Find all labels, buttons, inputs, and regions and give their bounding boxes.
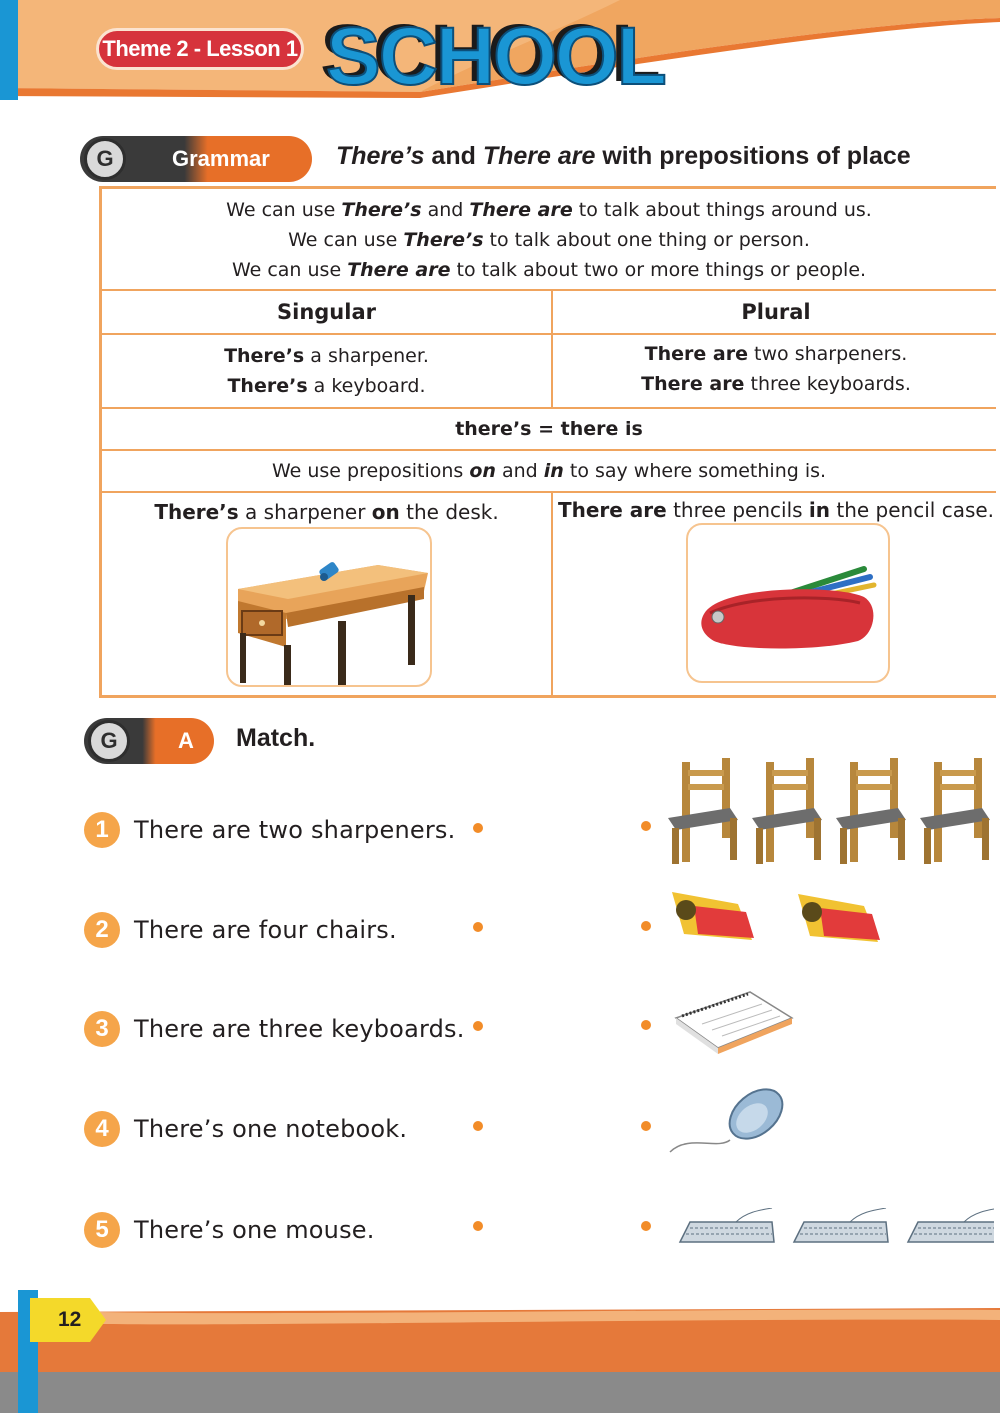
singular-example-2: There’s a keyboard. [227,375,426,397]
sharpener-icon [798,894,880,942]
exercise-letter: A [178,728,194,753]
exercise-instruction: Match. [236,724,316,752]
intro-line-3: We can use There are to talk about two or more things or people. [231,259,867,281]
singular-header: Singular [277,300,376,324]
match-dot-right-2[interactable] [641,921,651,931]
item-number: 4 [84,1111,120,1147]
item-number: 5 [84,1212,120,1248]
item-text: There’s one notebook. [134,1115,408,1143]
item-text: There’s one mouse. [134,1216,375,1244]
match-dot-left-1[interactable] [473,823,483,833]
exercise-a-pill [84,718,214,764]
example-on: There’s a sharpener on the desk. [154,500,499,524]
chair-icon [668,758,738,864]
gear-icon: G [84,138,126,180]
footer-band [0,1290,1000,1413]
page-title: SCHOOL [326,11,665,102]
grammar-box [99,186,996,698]
match-dot-right-4[interactable] [641,1121,651,1131]
item-number: 3 [84,1011,120,1047]
two-sharpeners-picture [668,882,888,962]
item-text: There are three keyboards. [134,1015,465,1043]
match-item-4 [84,1107,504,1151]
item-number: 2 [84,912,120,948]
match-dot-right-3[interactable] [641,1020,651,1030]
heading-rest: with prepositions of place [595,142,911,170]
prepositions-note: We use prepositions on and in to say where something is. [271,460,827,482]
item-text: There are two sharpeners. [134,816,456,844]
column-divider [551,291,553,409]
keyboard-icon [680,1208,774,1242]
plural-example-1: There are two sharpeners. [644,343,908,365]
pencil-case-picture [686,523,890,683]
match-dot-left-4[interactable] [473,1121,483,1131]
match-item-1 [84,808,504,852]
match-dot-left-3[interactable] [473,1021,483,1031]
intro-line-1: We can use There’s and There are to talk about things around us. [226,199,872,221]
intro-line-2: We can use There’s to talk about one thing or person. [288,229,810,251]
grammar-label-pill [80,136,312,182]
prepositions-row [102,451,996,493]
match-item-5 [84,1208,504,1252]
contraction-text: there’s = there is [455,418,643,440]
plural-example-2: There are three keyboards. [641,373,911,395]
sharpener-icon [672,892,754,940]
contraction-row [102,409,996,451]
examples-row [102,335,996,409]
item-number: 1 [84,812,120,848]
desk-picture [226,527,432,687]
singular-example-1: There’s a sharpener. [224,345,429,367]
item-text: There are four chairs. [134,916,397,944]
column-header-row [102,291,996,335]
match-dot-left-2[interactable] [473,922,483,932]
three-keyboards-picture [676,1208,994,1248]
mouse-picture [668,1084,798,1158]
match-item-3 [84,1007,504,1051]
grammar-heading [336,142,911,171]
notebook-picture [672,988,796,1058]
heading-theres: There’s [336,142,425,170]
intro-row [102,195,996,291]
four-chairs-picture [668,758,994,868]
example-in: There are three pencils in the pencil case. [557,498,995,522]
match-dot-left-5[interactable] [473,1221,483,1231]
match-dot-right-1[interactable] [641,821,651,831]
match-dot-right-5[interactable] [641,1221,651,1231]
heading-there-are: There are [482,142,596,170]
gear-icon: G [88,720,130,762]
page-number: 12 [58,1308,82,1331]
theme-lesson-badge: Theme 2 - Lesson 1 [96,28,304,70]
grammar-label: Grammar [172,146,270,171]
match-item-2 [84,908,504,952]
heading-and: and [424,142,483,170]
plural-header: Plural [741,300,811,324]
